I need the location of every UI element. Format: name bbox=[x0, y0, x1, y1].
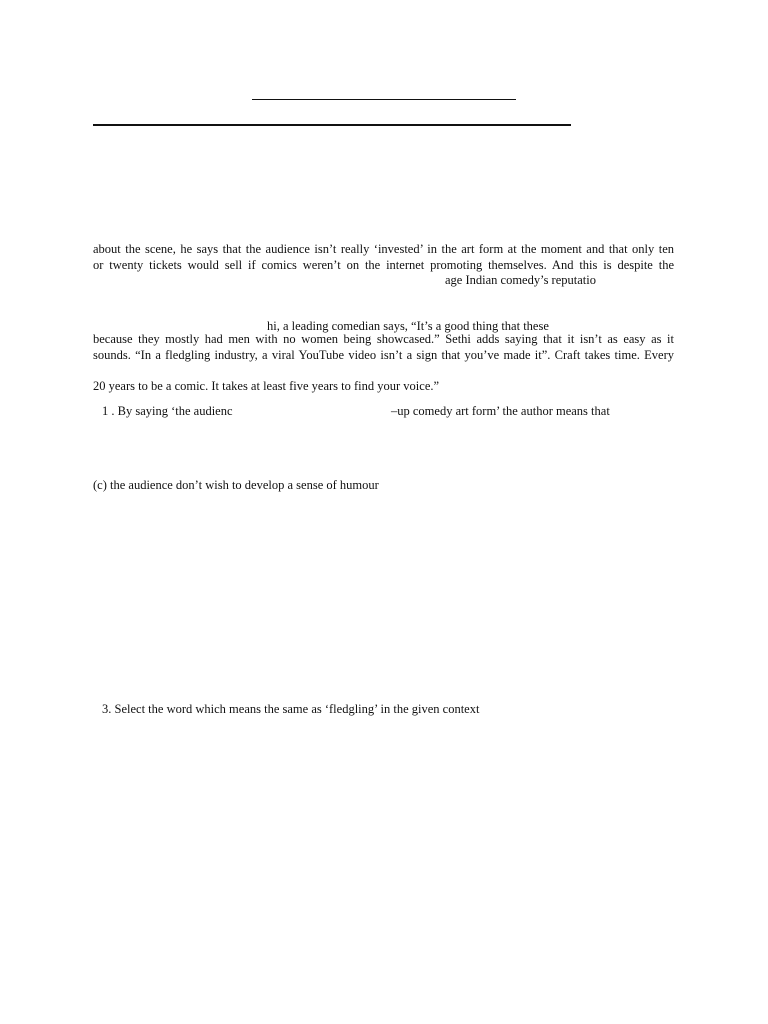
paragraph2-line3: sounds. “In a fledgling industry, a viral YouTube video isn’t a sign that you’ve made it”. Craft takes time. Every bbox=[93, 348, 674, 362]
paragraph1-line1: about the scene, he says that the audience isn’t really ‘invested’ in the art form at the moment and that only ten bbox=[93, 242, 674, 256]
paragraph1-line2: or twenty tickets would sell if comics weren’t on the internet promoting themselves. And this is despite the bbox=[93, 258, 674, 272]
answer-option-c: (c) the audience don’t wish to develop a sense of humour bbox=[93, 478, 379, 492]
title-underline-long bbox=[93, 124, 571, 126]
title-underline-short bbox=[252, 99, 516, 100]
paragraph2-line4: 20 years to be a comic. It takes at least five years to find your voice.” bbox=[93, 379, 440, 393]
paragraph1-line3-fragment: age Indian comedy’s reputatio bbox=[445, 273, 596, 287]
paragraph2-line1-fragment: hi, a leading comedian says, “It’s a good thing that these bbox=[267, 319, 549, 333]
paragraph2-line2: because they mostly had men with no women being showcased.” Sethi adds saying that it isn’t as easy as it bbox=[93, 332, 674, 346]
question3: 3. Select the word which means the same as ‘fledgling’ in the given context bbox=[102, 702, 480, 716]
question1-part1: 1 . By saying ‘the audienc bbox=[102, 404, 233, 418]
question1-part2: –up comedy art form’ the author means that bbox=[391, 404, 610, 418]
